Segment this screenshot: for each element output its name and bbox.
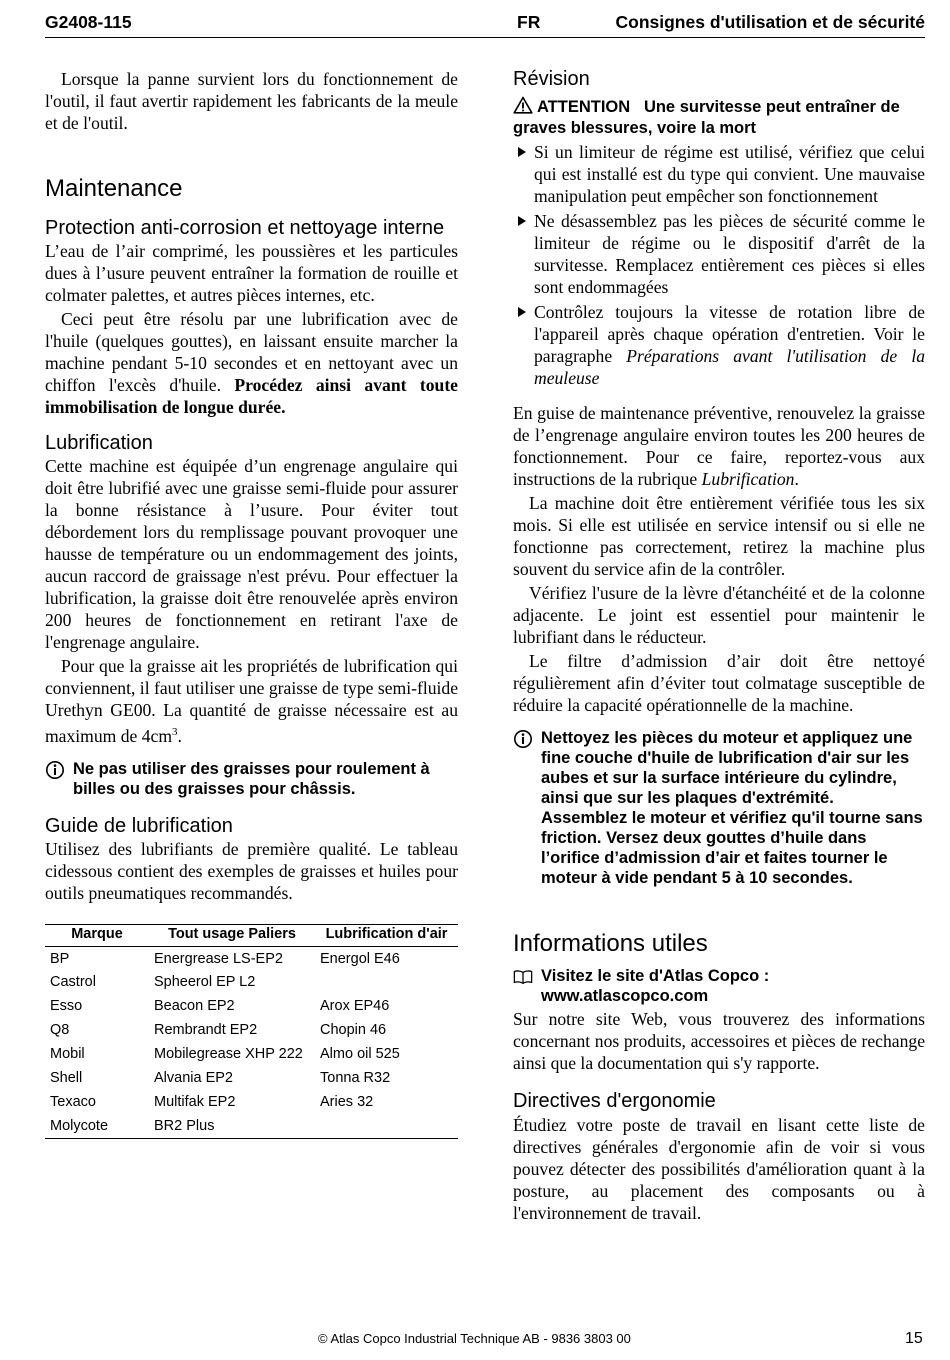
info-icon	[513, 729, 533, 749]
table-cell: Energrease LS-EP2	[154, 950, 283, 967]
page-number: 15	[905, 1330, 923, 1347]
table-cell	[315, 970, 458, 994]
reference-italic: Préparations avant l'utilisation de la meuleuse	[534, 346, 925, 388]
guide-heading: Guide de lubrification	[45, 814, 233, 837]
bullet-arrow-icon	[518, 147, 526, 157]
list-item	[513, 301, 925, 389]
preventive-paragraph-4: Le filtre d’admission d’air doit être nettoyé régulièrement afin d’éviter tout colmatage susceptible de réduire la capacité opérationnelle de la machine.	[513, 651, 925, 715]
header-title: Consignes d'utilisation et de sécurité	[615, 12, 925, 32]
preventive-paragraph-3: Vérifiez l'usure de la lèvre d'étanchéité et de la colonne adjacente. Le joint est essentiel pour maintenir le lubrifiant dans le réducteur.	[513, 583, 925, 647]
table-cell: Castrol	[50, 974, 96, 991]
motor-note-text-2: Assemblez le moteur et vérifiez qu'il tourne sans friction. Versez deux gouttes d’huile dans l’orifice d’admission d’air et faites tourner le moteur à vide pendant 5 à 10 secondes.	[541, 809, 923, 887]
grease-note	[45, 759, 458, 799]
right-column	[513, 68, 925, 1224]
preventive-paragraph-2: La machine doit être entièrement vérifiée tous les six mois. Si elle est utilisée en service intensif ou si elle ne fonctionne pas correctement, retirez la machine plus souvent du service afin de la contrôler.	[513, 493, 925, 579]
grease-note-text: Ne pas utiliser des graisses pour roulement à billes ou des graisses pour châssis.	[73, 759, 430, 798]
table-cell: Beacon EP2	[154, 998, 235, 1015]
column-header: Marque	[71, 925, 123, 942]
safety-bullet-list	[513, 141, 925, 389]
table-cell: Q8	[50, 1022, 70, 1039]
ergonomics-paragraph: Étudiez votre poste de travail en lisant cette liste de directives générales d'ergonomie afin de voir si vous pouvez détecter des possibilités d'amélioration quant à la posture, au placement des composants ou à l'environnement de travail.	[513, 1115, 925, 1223]
table-cell: Alvania EP2	[154, 1070, 233, 1087]
corrosion-bold-text: Procédez ainsi avant toute immobilisation de longue durée.	[45, 375, 458, 417]
info-heading: Informations utiles	[513, 930, 708, 957]
intro-paragraph: Lorsque la panne survient lors du fonctionnement de l'outil, il faut avertir rapidement les fabricants de la meule et de l'outil.	[45, 69, 458, 133]
list-item	[513, 210, 925, 298]
table-cell: Energol E46	[320, 950, 400, 967]
table-row	[45, 1066, 458, 1090]
table-row	[45, 994, 458, 1018]
period: .	[177, 725, 182, 746]
left-column	[45, 68, 458, 1139]
corrosion-heading: Protection anti-corrosion et nettoyage interne	[45, 217, 445, 239]
table-cell: Esso	[50, 998, 83, 1015]
warning-text: Une survitesse peut entraîner de graves blessures, voire la mort	[513, 98, 900, 137]
lubrification-text: Pour que la graisse ait les propriétés de lubrification qui conviennent, il faut utiliser une graisse de type semi-fluide Urethyn GE00. La quantité de graisse nécessaire est au maximum de 4cm	[45, 656, 458, 746]
document-id: G2408-115	[45, 12, 132, 32]
info-paragraph: Sur notre site Web, vous trouverez des informations concernant nos produits, accessoires et pièces de rechange ainsi que la documentation qui s'y rapporte.	[513, 1009, 925, 1073]
page-header	[45, 12, 925, 38]
corrosion-paragraph-2	[45, 308, 458, 418]
lubricant-table	[45, 924, 458, 1139]
lubrification-paragraph-2	[45, 655, 458, 747]
table-cell: Shell	[50, 1070, 83, 1087]
table-row	[45, 946, 458, 970]
table-cell: Arox EP46	[320, 998, 390, 1015]
website-url[interactable]: www.atlascopco.com	[541, 987, 709, 1005]
warning-block	[513, 96, 925, 139]
book-icon	[513, 967, 533, 987]
table-row	[45, 1018, 458, 1042]
revision-heading: Révision	[513, 68, 590, 90]
list-item	[513, 141, 925, 207]
table-row	[45, 1114, 458, 1138]
table-row	[45, 1090, 458, 1114]
table-cell: Mobilegrease XHP 222	[154, 1046, 303, 1063]
info-icon	[45, 760, 65, 780]
guide-paragraph: Utilisez des lubrifiants de première qualité. Le tableau cidessous contient des exemples de graisses et huiles pour outils pneumatiques recommandés.	[45, 838, 458, 903]
lubrification-reference: Lubrification	[701, 469, 795, 489]
table-cell: Almo oil 525	[320, 1046, 400, 1063]
lubrification-heading: Lubrification	[45, 432, 153, 454]
website-note-label: Visitez le site d'Atlas Copco :	[541, 967, 770, 985]
motor-note	[513, 728, 925, 888]
table-cell: Chopin 46	[320, 1022, 387, 1039]
column-header: Lubrification d'air	[325, 925, 448, 942]
motor-note-text-1: Nettoyez les pièces du moteur et appliquez une fine couche d'huile de lubrification d'air sur les aubes et sur la surface intérieure du cylindre, ainsi que sur les plaques d'extrémité.	[541, 729, 913, 807]
preventive-paragraph-1	[513, 402, 925, 490]
warning-label: ATTENTION	[536, 98, 631, 116]
table-row	[45, 1042, 458, 1066]
list-item-text: Ne désassemblez pas les pièces de sécurité comme le limiteur de régime ou le dispositif d'arrêt de la survitesse. Remplacez entièrement ces pièces si elles sont endommagées	[534, 211, 925, 297]
table-cell	[315, 1114, 458, 1138]
period: .	[794, 469, 799, 489]
corrosion-paragraph-1: L’eau de l’air comprimé, les poussières et les particules dues à l’usure peuvent entraîner la formation de rouille et colmater palettes, et autres pièces internes, etc.	[45, 241, 458, 305]
table-cell: Mobil	[50, 1046, 85, 1063]
preventive-text: En guise de maintenance préventive, renouvelez la graisse de l’engrenage angulaire environ toutes les 200 heures de fonctionnement. Pour ce faire, reportez-vous aux instructions de la rubrique	[513, 403, 925, 489]
superscript: 3	[172, 726, 178, 738]
list-item-text: Contrôlez toujours la vitesse de rotation libre de l'appareil après chaque opération d'entretien. Voir le paragraphe	[534, 302, 925, 366]
maintenance-heading: Maintenance	[45, 175, 183, 202]
table-cell: BR2 Plus	[154, 1118, 215, 1135]
table-row	[45, 970, 458, 994]
table-header-row	[45, 924, 458, 946]
bullet-arrow-icon	[518, 307, 526, 317]
warning-triangle-icon	[513, 96, 533, 114]
website-note	[513, 966, 925, 1006]
copyright-text: © Atlas Copco Industrial Technique AB - 9836 3803 00	[318, 1331, 631, 1346]
table-cell: Molycote	[50, 1118, 109, 1135]
table-cell: Spheerol EP L2	[154, 974, 256, 991]
table-cell: Multifak EP2	[154, 1094, 236, 1111]
table-cell: Aries 32	[320, 1094, 374, 1111]
ergonomics-heading: Directives d'ergonomie	[513, 1090, 716, 1112]
bullet-arrow-icon	[518, 216, 526, 226]
table-cell: Tonna R32	[320, 1070, 391, 1087]
language-code: FR	[517, 12, 541, 32]
corrosion-text: Ceci peut être résolu par une lubrification avec de l'huile (quelques gouttes), en laissant ensuite marcher la machine pendant 5-10 secondes et en nettoyant avec un chiffon l'excès d'huile.	[45, 309, 458, 395]
table-cell: BP	[50, 950, 70, 967]
table-cell: Texaco	[50, 1094, 96, 1111]
column-header: Tout usage Paliers	[168, 925, 296, 942]
table-cell: Rembrandt EP2	[154, 1022, 258, 1039]
lubrification-paragraph-1: Cette machine est équipée d’un engrenage angulaire qui doit être lubrifié avec une graisse semi-fluide pour assurer la bonne résistance à l’usure. Pour éviter tout débordement lors du remplissage pouvant provoquer une hausse de température ou un endommagement des joints, aucun raccord de graissage n'est prévu. Pour effectuer la lubrification, la graisse doit être renouvelée après environ 200 heures de fonctionnement en retirant l'axe de l'engrenage angulaire.	[45, 456, 458, 652]
list-item-text: Si un limiteur de régime est utilisé, vérifiez que celui qui est installé est du type qui convient. Une mauvaise manipulation peut empêcher son fonctionnement	[534, 142, 925, 206]
